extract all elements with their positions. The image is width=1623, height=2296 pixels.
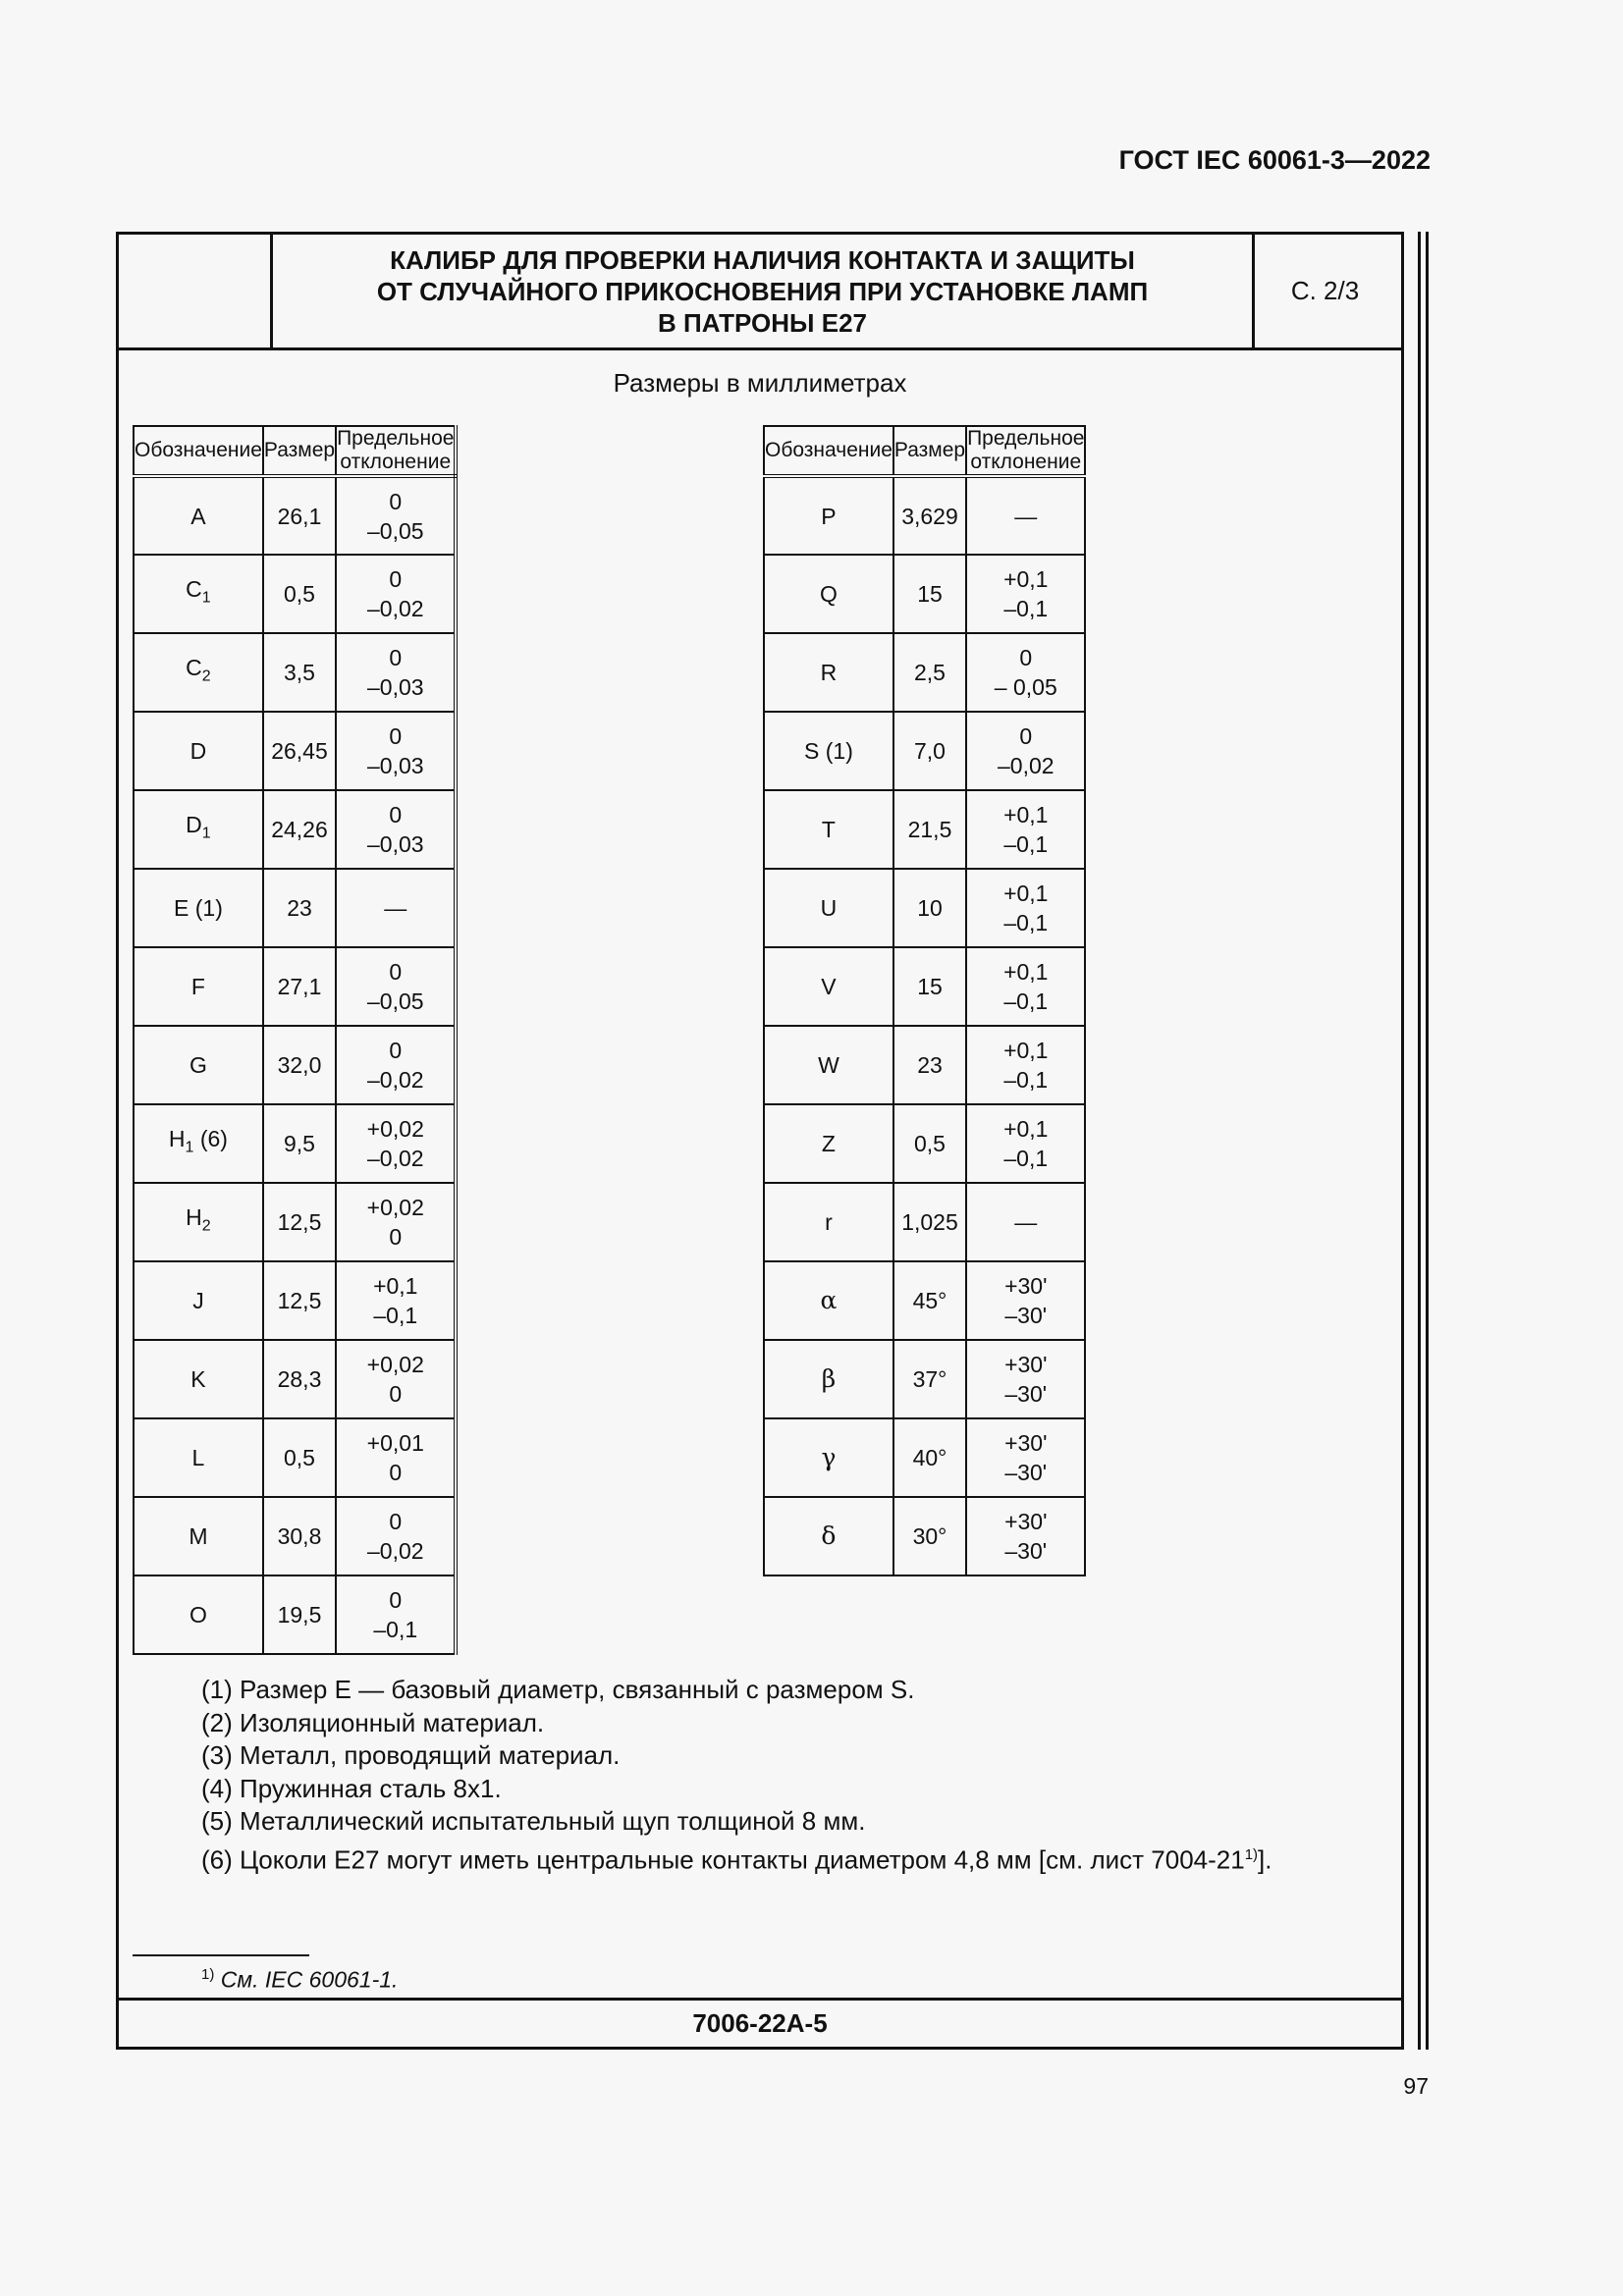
note-item: (4) Пружинная сталь 8х1. (201, 1773, 502, 1803)
tolerance-lower: –0,05 (366, 517, 424, 544)
tolerance-lower: 0 (389, 1224, 403, 1250)
tolerance-upper: +0,1 (1003, 566, 1049, 592)
designation-cell (764, 1104, 893, 1183)
size-cell: 15 (893, 947, 966, 1026)
tolerance-upper: +0,1 (1003, 881, 1049, 906)
column-header-designation: Обозначение (764, 426, 893, 476)
column-header-designation: Обозначение (134, 426, 263, 476)
tolerance-upper: 0 (1019, 645, 1033, 670)
designation-cell (764, 869, 893, 947)
tolerance-lower: –0,02 (997, 753, 1055, 778)
tolerance-upper: +30' (1004, 1430, 1048, 1456)
designation-note-ref: (6) (193, 1126, 228, 1152)
table-row (764, 869, 1085, 947)
designation-cell (764, 790, 893, 869)
tolerance-cell (966, 947, 1085, 1026)
designation-cell (764, 555, 893, 633)
tolerance-cell (336, 1104, 456, 1183)
designation-cell (134, 869, 263, 947)
margin-rule (1426, 232, 1429, 2050)
designation-cell (134, 1575, 263, 1654)
tolerance-lower: –0,1 (1003, 831, 1049, 857)
designation-symbol: V (821, 974, 837, 999)
tolerance-cell (966, 790, 1085, 869)
designation-symbol: γ (821, 1443, 837, 1471)
table-row (134, 1026, 456, 1104)
designation-cell (134, 1340, 263, 1418)
designation-cell (134, 476, 263, 555)
tolerance-lower: –0,1 (373, 1617, 418, 1642)
tolerance-cell (336, 869, 456, 947)
table-row (764, 1497, 1085, 1575)
notes-list (201, 1674, 1272, 1877)
footnote (201, 1966, 398, 1994)
size-cell: 30° (893, 1497, 966, 1575)
designation-cell (764, 712, 893, 790)
table-row (134, 712, 456, 790)
tolerance-lower: –0,03 (366, 831, 424, 857)
tolerance-lower: –30' (1004, 1303, 1048, 1328)
designation-symbol: E (1) (174, 895, 223, 921)
tolerance-lower: –0,1 (1003, 988, 1049, 1014)
size-cell: 23 (263, 869, 336, 947)
tolerance-upper: +0,1 (1003, 959, 1049, 985)
designation-cell (764, 1418, 893, 1497)
size-cell: 15 (893, 555, 966, 633)
designation-cell (134, 947, 263, 1026)
designation-symbol: K (190, 1366, 206, 1392)
column-header-tolerance: Предельное отклонение (336, 426, 456, 476)
designation-symbol: U (820, 895, 838, 921)
designation-symbol: O (189, 1602, 207, 1628)
size-cell: 0,5 (263, 555, 336, 633)
table-row (764, 1026, 1085, 1104)
tolerance-cell (336, 1418, 456, 1497)
header-blank-cell (119, 235, 273, 347)
designation-symbol: R (820, 660, 838, 685)
designation-cell (134, 1261, 263, 1340)
designation-cell (134, 1418, 263, 1497)
dimensions-table-left (133, 425, 458, 1655)
tolerance-lower: –0,1 (1003, 1067, 1049, 1093)
tolerance-cell (966, 1261, 1085, 1340)
tolerance-cell (966, 1026, 1085, 1104)
tolerance-upper: 0 (389, 802, 403, 828)
tolerance-lower: –0,05 (366, 988, 424, 1014)
tolerance-cell (336, 947, 456, 1026)
size-cell: 28,3 (263, 1340, 336, 1418)
size-cell: 40° (893, 1418, 966, 1497)
designation-symbol: C (186, 655, 202, 681)
tolerance-lower: –0,03 (366, 674, 424, 700)
designation-symbol: L (191, 1445, 205, 1470)
footnote-ref[interactable]: 1) (1244, 1845, 1259, 1863)
sheet-header (119, 235, 1401, 350)
designation-symbol: H (186, 1204, 202, 1231)
note-item: (1) Размер E — базовый диаметр, связанный с размером S. (201, 1675, 915, 1704)
designation-subscript: 2 (201, 667, 211, 685)
designation-cell (764, 1026, 893, 1104)
table-row (134, 1104, 456, 1183)
tolerance-upper: +0,1 (1003, 802, 1049, 828)
designation-symbol: W (818, 1052, 839, 1078)
table-row (134, 1497, 456, 1575)
tolerance-lower: –0,1 (1003, 596, 1049, 621)
tolerance-lower: –0,02 (366, 596, 424, 621)
tolerance-upper: +0,1 (1003, 1038, 1049, 1063)
table-row (764, 1418, 1085, 1497)
tolerance-upper: +0,02 (366, 1116, 424, 1142)
size-cell: 23 (893, 1026, 966, 1104)
designation-cell (134, 712, 263, 790)
tolerance-upper: — (1014, 503, 1038, 529)
size-cell: 27,1 (263, 947, 336, 1026)
page-reference: С. 2/3 (1290, 276, 1360, 305)
table-row (134, 1183, 456, 1261)
tolerance-upper: +0,1 (373, 1273, 418, 1299)
size-cell: 0,5 (893, 1104, 966, 1183)
tolerance-lower: –0,02 (366, 1146, 424, 1171)
note-6-text: (6) Цоколи E27 могут иметь центральные контакты диаметром 4,8 мм [см. лист 7004-21 (201, 1844, 1245, 1875)
tolerance-cell (966, 712, 1085, 790)
table-row (764, 1104, 1085, 1183)
note-item: (3) Металл, проводящий материал. (201, 1740, 621, 1770)
designation-symbol: G (189, 1052, 207, 1078)
tolerance-lower: –30' (1004, 1460, 1048, 1485)
designation-symbol: S (1) (804, 738, 853, 764)
note-6-end: ]. (1258, 1844, 1272, 1875)
designation-cell (134, 1183, 263, 1261)
tolerance-cell (336, 790, 456, 869)
sheet-frame (116, 232, 1404, 2050)
tolerance-cell (336, 1340, 456, 1418)
designation-symbol: F (190, 974, 205, 999)
table-row (764, 476, 1085, 555)
tolerance-cell (336, 1261, 456, 1340)
tolerance-upper: — (384, 895, 407, 921)
tolerance-cell (966, 555, 1085, 633)
designation-cell (134, 555, 263, 633)
designation-symbol: r (825, 1209, 833, 1235)
table-row (764, 1261, 1085, 1340)
size-cell: 30,8 (263, 1497, 336, 1575)
designation-symbol: Q (820, 581, 838, 607)
table-row (764, 555, 1085, 633)
tolerance-upper: 0 (389, 1587, 403, 1613)
sheet-title: КАЛИБР ДЛЯ ПРОВЕРКИ НАЛИЧИЯ КОНТАКТА И ЗАЩИТЫ ОТ СЛУЧАЙНОГО ПРИКОСНОВЕНИЯ ПРИ УСТАНОВКЕ ЛАМП В ПАТРОНЫ E27 (273, 235, 1255, 347)
table-row (134, 1418, 456, 1497)
size-cell: 3,629 (893, 476, 966, 555)
tolerance-cell (966, 633, 1085, 712)
size-cell: 19,5 (263, 1575, 336, 1654)
tolerance-upper: +0,01 (366, 1430, 424, 1456)
page-number: 97 (1403, 2073, 1429, 2099)
dimensions-table-right (763, 425, 1086, 1576)
tolerance-cell (336, 633, 456, 712)
size-cell: 2,5 (893, 633, 966, 712)
designation-symbol: P (821, 503, 837, 529)
size-cell: 37° (893, 1340, 966, 1418)
designation-subscript: 1 (201, 589, 211, 607)
table-row (764, 712, 1085, 790)
column-header-size: Размер (893, 426, 966, 476)
document-code: ГОСТ IEC 60061-3—2022 (1118, 145, 1431, 175)
tolerance-upper: 0 (389, 1509, 403, 1534)
tolerance-lower: –0,02 (366, 1067, 424, 1093)
table-row (764, 1340, 1085, 1418)
tolerance-cell (966, 1183, 1085, 1261)
tolerance-lower: –0,02 (366, 1538, 424, 1564)
designation-cell (134, 1026, 263, 1104)
tolerance-cell (966, 869, 1085, 947)
tolerance-cell (336, 1575, 456, 1654)
designation-cell (764, 633, 893, 712)
tolerance-upper: +30' (1004, 1509, 1048, 1534)
tolerance-cell (966, 476, 1085, 555)
size-cell: 12,5 (263, 1183, 336, 1261)
designation-symbol: A (190, 503, 206, 529)
tolerance-upper: +0,02 (366, 1352, 424, 1377)
designation-subscript: 1 (201, 825, 211, 842)
table-row (134, 555, 456, 633)
footnote-separator (133, 1954, 309, 1956)
size-cell: 0,5 (263, 1418, 336, 1497)
tolerance-upper: +30' (1004, 1273, 1048, 1299)
designation-symbol: Z (821, 1131, 836, 1156)
designation-cell (764, 1340, 893, 1418)
designation-cell (134, 790, 263, 869)
size-cell: 26,1 (263, 476, 336, 555)
note-item: (5) Металлический испытательный щуп толщиной 8 мм. (201, 1806, 866, 1836)
table-row (134, 1340, 456, 1418)
tolerance-cell (966, 1497, 1085, 1575)
designation-symbol: J (192, 1288, 204, 1313)
table-row (134, 1575, 456, 1654)
tolerance-lower: –0,1 (373, 1303, 418, 1328)
tolerance-cell (966, 1104, 1085, 1183)
tolerance-cell (336, 476, 456, 555)
size-cell: 24,26 (263, 790, 336, 869)
designation-cell (134, 1104, 263, 1183)
tolerance-lower: 0 (389, 1381, 403, 1407)
tolerance-upper: +0,02 (366, 1195, 424, 1220)
designation-symbol: T (821, 817, 836, 842)
designation-symbol: D (189, 738, 207, 764)
tolerance-cell (336, 555, 456, 633)
designation-symbol: H (168, 1126, 186, 1152)
size-cell: 3,5 (263, 633, 336, 712)
table-row (134, 947, 456, 1026)
tolerance-cell (336, 1183, 456, 1261)
table-row (134, 633, 456, 712)
designation-symbol: M (189, 1523, 208, 1549)
table-row (134, 476, 456, 555)
tolerance-upper: 0 (1019, 723, 1033, 749)
tolerance-lower: –0,1 (1003, 1146, 1049, 1171)
sheet-number: 7006-22A-5 (119, 1998, 1401, 2047)
designation-cell (764, 476, 893, 555)
tolerance-lower: –30' (1004, 1381, 1048, 1407)
designation-subscript: 1 (185, 1139, 194, 1156)
tolerance-cell (336, 1026, 456, 1104)
size-cell: 26,45 (263, 712, 336, 790)
units-caption: Размеры в миллиметрах (613, 368, 907, 398)
designation-cell (764, 947, 893, 1026)
table-row (134, 790, 456, 869)
table-row (134, 1261, 456, 1340)
tolerance-lower: 0 (389, 1460, 403, 1485)
size-cell: 7,0 (893, 712, 966, 790)
tolerance-upper: +0,1 (1003, 1116, 1049, 1142)
designation-symbol: D (186, 812, 202, 838)
table-row (764, 1183, 1085, 1261)
size-cell: 32,0 (263, 1026, 336, 1104)
tolerance-upper: 0 (389, 645, 403, 670)
tolerance-cell (336, 712, 456, 790)
tolerance-upper: — (1014, 1209, 1038, 1235)
margin-rule (1418, 232, 1421, 2050)
designation-cell (764, 1261, 893, 1340)
size-cell: 1,025 (893, 1183, 966, 1261)
tolerance-cell (966, 1418, 1085, 1497)
note-item: (2) Изоляционный материал. (201, 1707, 545, 1737)
tolerance-lower: –0,03 (366, 753, 424, 778)
tolerance-lower: – 0,05 (994, 674, 1057, 700)
size-cell: 10 (893, 869, 966, 947)
column-header-tolerance: Предельное отклонение (966, 426, 1085, 476)
size-cell: 12,5 (263, 1261, 336, 1340)
tolerance-lower: –0,1 (1003, 910, 1049, 935)
designation-symbol: C (186, 576, 202, 603)
designation-symbol: β (821, 1364, 837, 1393)
tolerance-cell (966, 1340, 1085, 1418)
designation-cell (764, 1183, 893, 1261)
column-header-size: Размер (263, 426, 336, 476)
tolerance-upper: 0 (389, 488, 403, 514)
table-row (764, 790, 1085, 869)
designation-cell (134, 633, 263, 712)
footnote-mark: 1) (201, 1966, 215, 1983)
footnote-text: См. IEC 60061-1. (214, 1966, 399, 1993)
tolerance-upper: 0 (389, 959, 403, 985)
tolerance-cell (336, 1497, 456, 1575)
designation-cell (134, 1497, 263, 1575)
table-row (764, 633, 1085, 712)
tolerance-lower: –30' (1004, 1538, 1048, 1564)
designation-symbol: α (820, 1286, 838, 1314)
table-row (134, 869, 456, 947)
size-cell: 9,5 (263, 1104, 336, 1183)
table-row (764, 947, 1085, 1026)
note-item (201, 1839, 1272, 1877)
tolerance-upper: +30' (1004, 1352, 1048, 1377)
size-cell: 21,5 (893, 790, 966, 869)
tolerance-upper: 0 (389, 723, 403, 749)
tolerance-upper: 0 (389, 1038, 403, 1063)
designation-subscript: 2 (201, 1217, 211, 1235)
designation-symbol: δ (821, 1522, 837, 1550)
tolerance-upper: 0 (389, 566, 403, 592)
designation-cell (764, 1497, 893, 1575)
size-cell: 45° (893, 1261, 966, 1340)
